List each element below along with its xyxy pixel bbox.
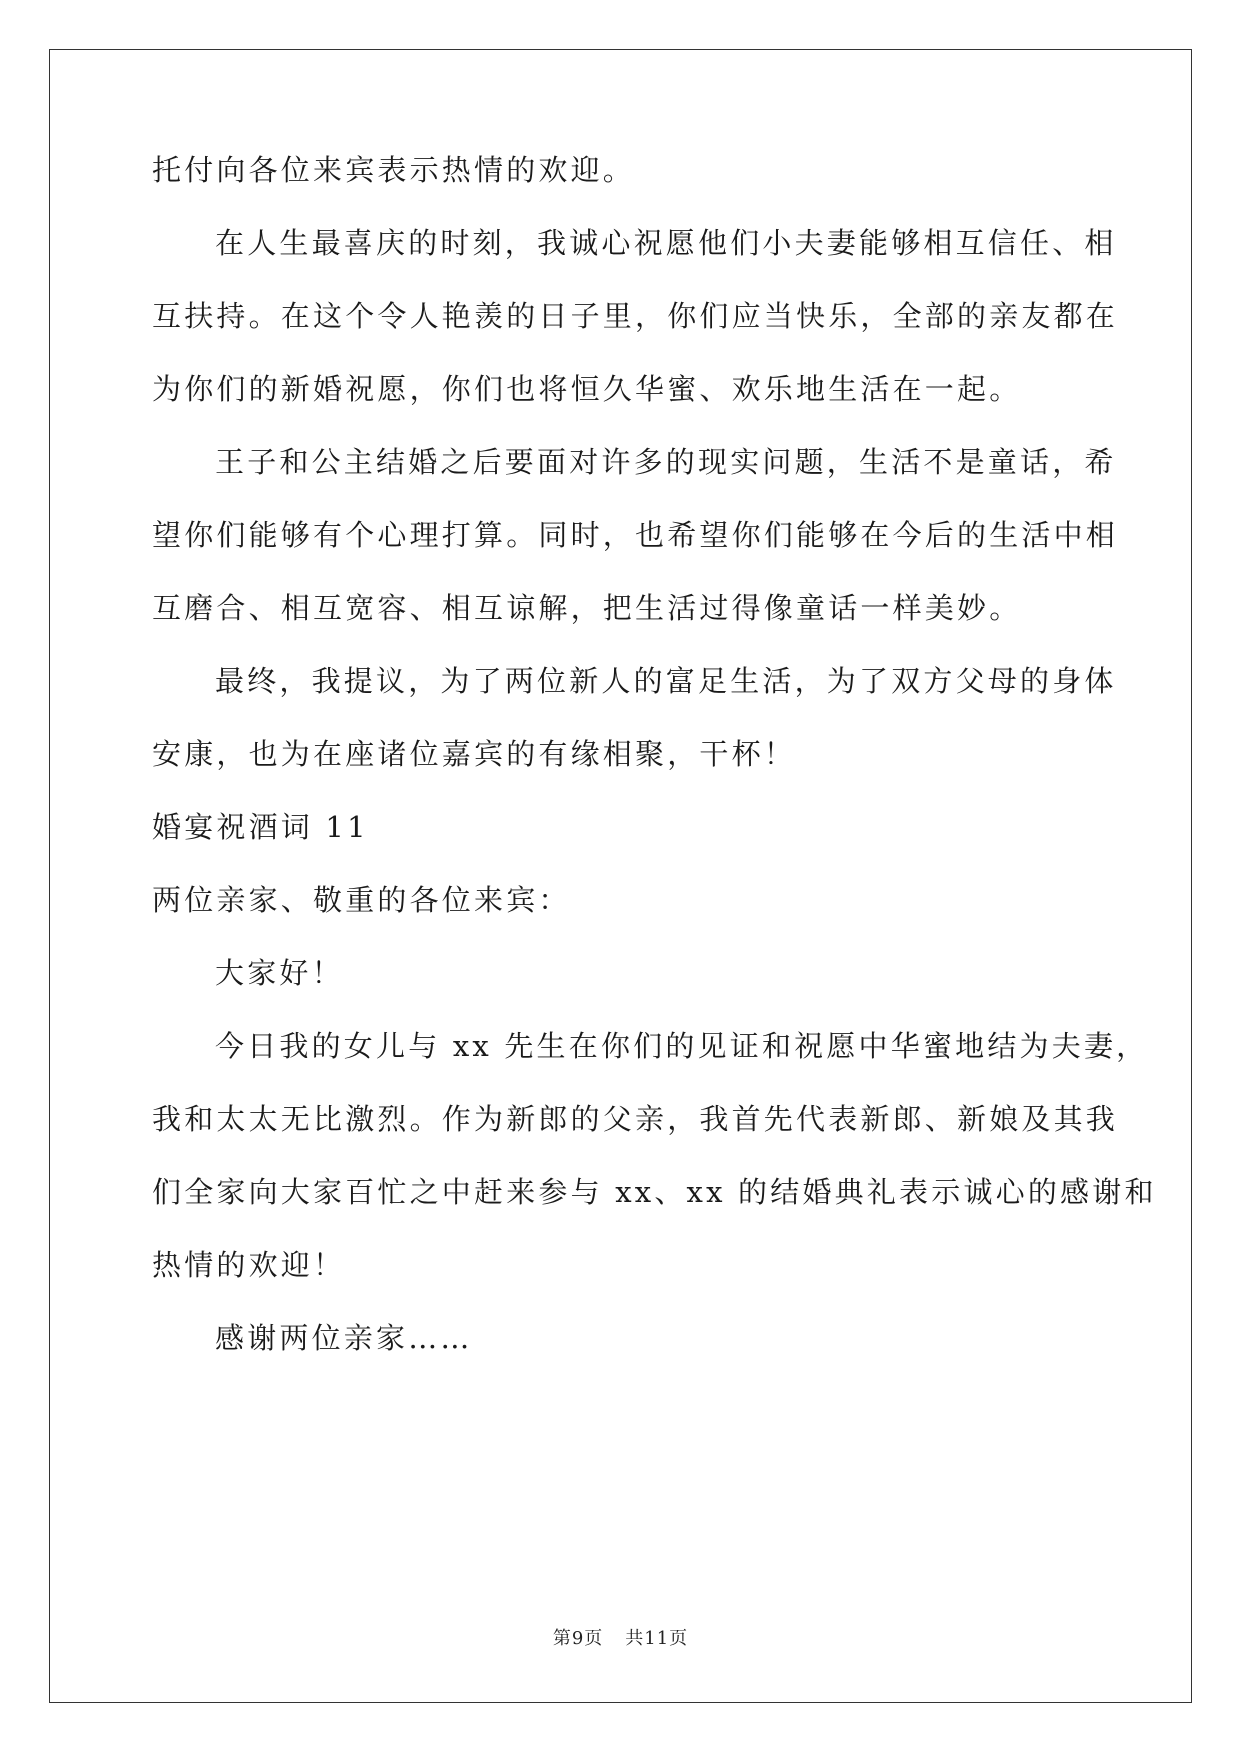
greeting: 大家好！ [215, 956, 344, 990]
text-line: 我和太太无比激烈。作为新郎的父亲，我首先代表新郎、新娘及其我 [152, 1102, 1119, 1136]
text-line: 安康，也为在座诸位嘉宾的有缘相聚，干杯！ [152, 737, 797, 771]
total-prefix: 共 [625, 1628, 645, 1649]
total-suffix: 页 [669, 1628, 689, 1649]
paragraph-first-line: 感谢两位亲家…… [215, 1321, 473, 1355]
page-footer [0, 1624, 1241, 1650]
salutation: 两位亲家、敬重的各位来宾： [152, 883, 571, 917]
text-line: 托付向各位来宾表示热情的欢迎。 [152, 153, 636, 187]
text-line: 互扶持。在这个令人艳羡的日子里，你们应当快乐，全部的亲友都在 [152, 299, 1119, 333]
text-line: 为你们的新婚祝愿，你们也将恒久华蜜、欢乐地生活在一起。 [152, 372, 1022, 406]
text-line: 热情的欢迎！ [152, 1248, 346, 1282]
current-page-number: 9 [571, 1628, 585, 1649]
paragraph-first-line: 今日我的女儿与 xx 先生在你们的见证和祝愿中华蜜地结为夫妻， [215, 1029, 1149, 1063]
text-line: 们全家向大家百忙之中赶来参与 xx、xx 的结婚典礼表示诚心的感谢和 [152, 1175, 1157, 1209]
paragraph-first-line: 最终，我提议，为了两位新人的富足生活，为了双方父母的身体 [215, 664, 1117, 698]
paragraph-first-line: 在人生最喜庆的时刻，我诚心祝愿他们小夫妻能够相互信任、相 [215, 226, 1117, 260]
text-line: 互磨合、相互宽容、相互谅解，把生活过得像童话一样美妙。 [152, 591, 1022, 625]
total-page-number: 11 [644, 1628, 670, 1649]
section-heading: 婚宴祝酒词 11 [152, 810, 369, 844]
page-prefix: 第 [552, 1628, 572, 1649]
page-suffix: 页 [584, 1628, 604, 1649]
text-line: 望你们能够有个心理打算。同时，也希望你们能够在今后的生活中相 [152, 518, 1119, 552]
paragraph-first-line: 王子和公主结婚之后要面对许多的现实问题，生活不是童话，希 [215, 445, 1117, 479]
